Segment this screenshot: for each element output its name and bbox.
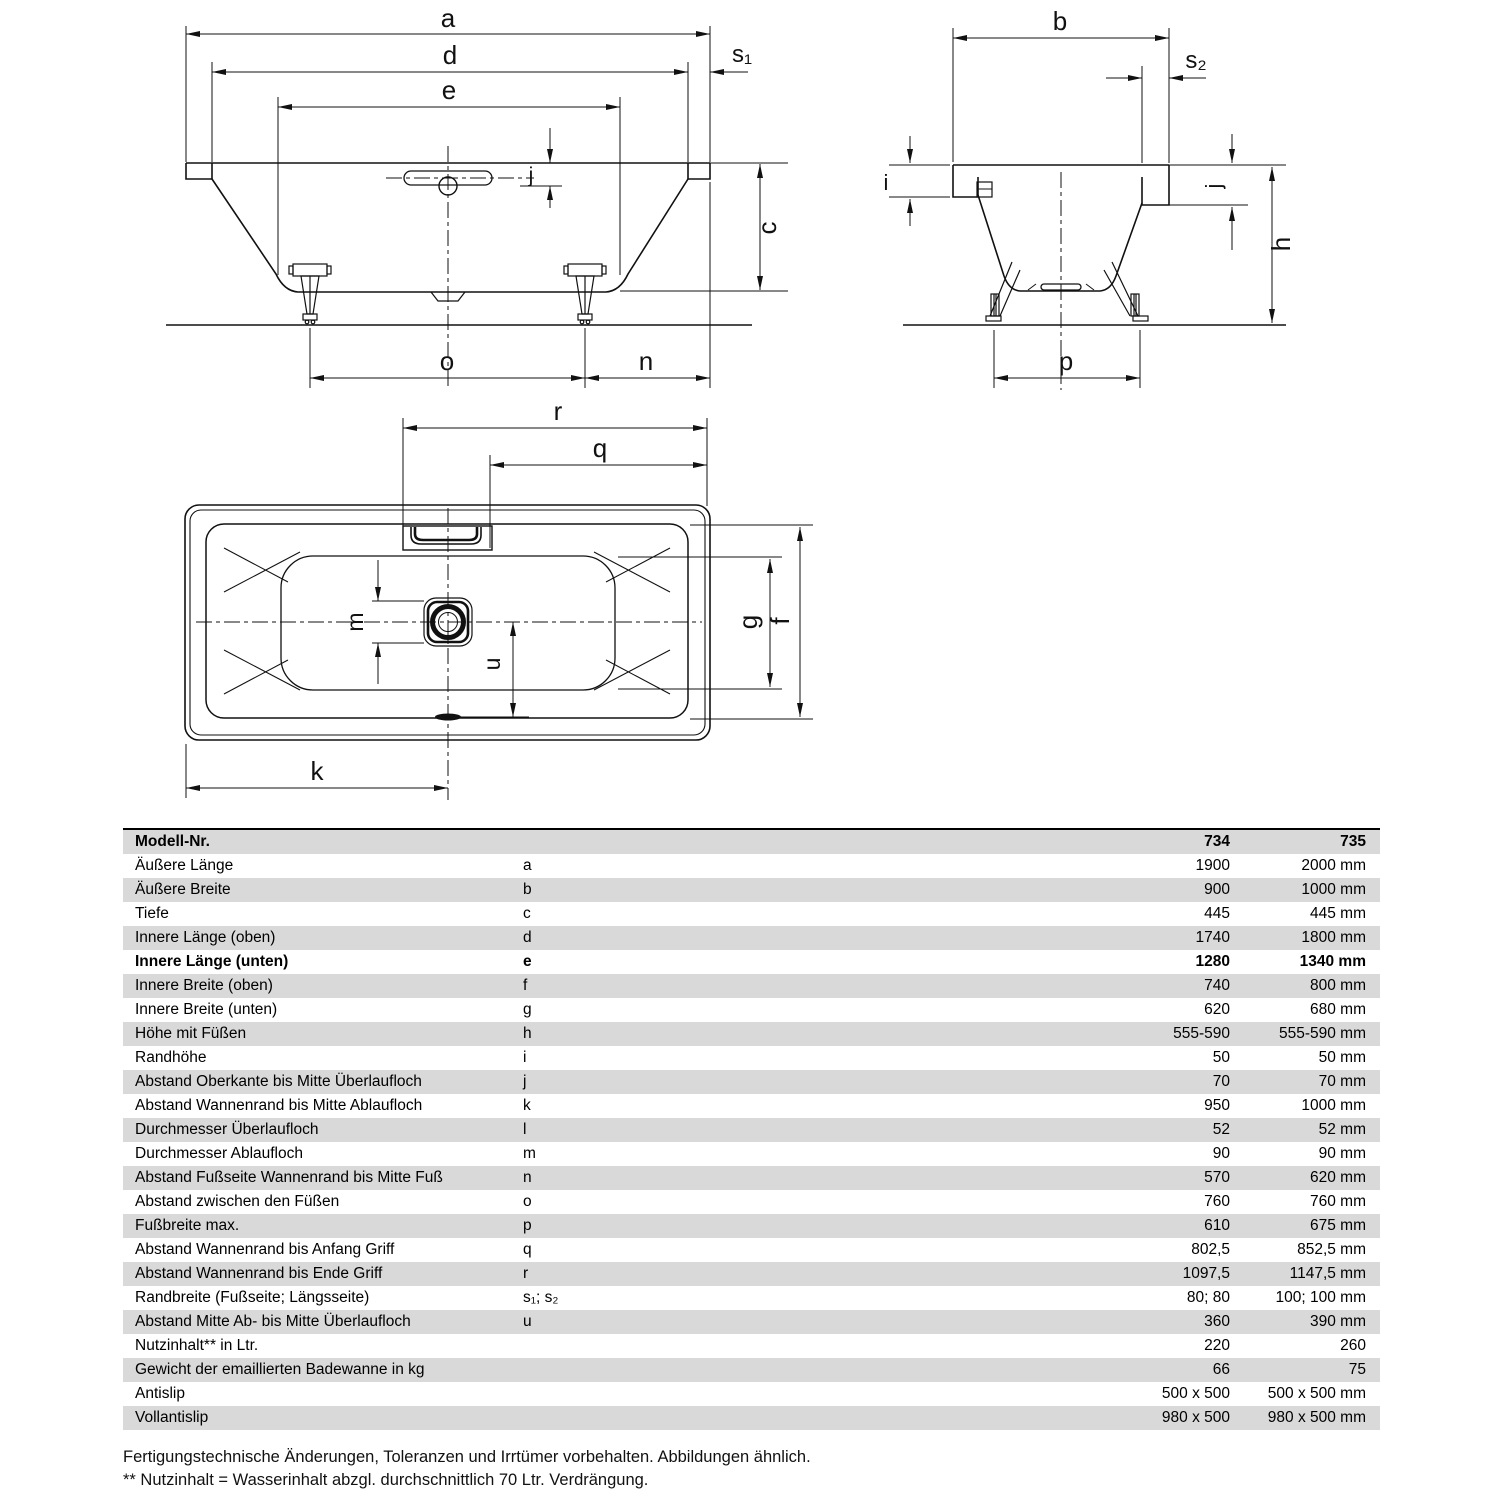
footer-note-1: Fertigungstechnische Änderungen, Toleranzen und Irrtümer vorbehalten. Abbildungen ähnlich. — [123, 1448, 811, 1466]
dim-label-f: f — [765, 617, 795, 625]
row-value-735: 390 mm — [1310, 1313, 1366, 1330]
row-value-734: 50 — [1212, 1049, 1230, 1066]
row-symbol: f — [523, 977, 528, 994]
row-value-734: 66 — [1212, 1361, 1230, 1378]
table-row — [123, 1214, 1380, 1238]
row-value-734: 802,5 — [1191, 1241, 1230, 1258]
row-value-735: 1000 mm — [1301, 881, 1366, 898]
row-value-734: 500 x 500 — [1161, 1385, 1230, 1402]
row-value-734: 1097,5 — [1182, 1265, 1230, 1282]
dim-label-b: b — [1052, 6, 1068, 36]
footer-note-2: ** Nutzinhalt = Wasserinhalt abzgl. durchschnittlich 70 Ltr. Verdrängung. — [123, 1471, 649, 1489]
row-label: Abstand Wannenrand bis Mitte Ablaufloch — [135, 1097, 423, 1114]
row-value-735: 760 mm — [1310, 1193, 1366, 1210]
row-symbol: g — [523, 1001, 532, 1018]
dim-label-m: m — [342, 612, 368, 632]
table-row — [123, 1286, 1380, 1310]
row-symbol: i — [523, 1049, 527, 1066]
end-view-drawing — [884, 6, 1296, 390]
dim-label-h: h — [1266, 236, 1296, 252]
row-label: Abstand Mitte Ab- bis Mitte Überlaufloch — [135, 1313, 411, 1330]
row-value-734: 90 — [1212, 1145, 1230, 1162]
row-symbol: l — [523, 1121, 527, 1138]
row-symbol: h — [523, 1025, 532, 1042]
row-value-734: 620 — [1204, 1001, 1230, 1018]
row-value-735: 1800 mm — [1301, 929, 1366, 946]
row-value-735: 52 mm — [1318, 1121, 1366, 1138]
row-value-735: 852,5 mm — [1297, 1241, 1366, 1258]
row-value-735: 75 — [1348, 1361, 1366, 1378]
row-symbol: n — [523, 1169, 532, 1186]
row-value-734: 360 — [1204, 1313, 1230, 1330]
row-value-735: 50 mm — [1318, 1049, 1366, 1066]
table-row — [123, 1310, 1380, 1334]
table-row — [123, 1190, 1380, 1214]
row-value-735: 1000 mm — [1301, 1097, 1366, 1114]
row-value-735: 2000 mm — [1301, 857, 1366, 874]
row-value-735: 680 mm — [1310, 1001, 1366, 1018]
row-label: Abstand Oberkante bis Mitte Überlaufloch — [135, 1073, 422, 1090]
row-label: Tiefe — [135, 905, 169, 922]
row-value-734: 52 — [1212, 1121, 1230, 1138]
row-value-735: 70 mm — [1318, 1073, 1366, 1090]
row-symbol: p — [523, 1217, 532, 1234]
row-label: Innere Breite (unten) — [135, 1001, 278, 1018]
row-value-735: 1147,5 mm — [1289, 1265, 1366, 1282]
row-label: Abstand Wannenrand bis Anfang Griff — [135, 1241, 395, 1258]
spec-table — [123, 828, 1380, 1430]
row-value-734: 555-590 — [1173, 1025, 1230, 1042]
row-value-735: 445 mm — [1310, 905, 1366, 922]
row-value-735: 1340 mm — [1299, 953, 1366, 970]
table-row — [123, 1358, 1380, 1382]
table-row — [123, 854, 1380, 878]
row-label: Vollantislip — [135, 1409, 209, 1426]
dim-label-r: r — [553, 396, 563, 426]
dim-label-g: g — [733, 614, 763, 630]
dim-label-j-side: j — [528, 164, 534, 187]
table-row — [123, 1046, 1380, 1070]
dim-label-s1: s₁ — [731, 41, 753, 68]
row-label: Innere Länge (oben) — [135, 929, 276, 946]
dim-label-q: q — [592, 433, 608, 463]
dim-label-d: d — [442, 40, 458, 70]
table-row — [123, 902, 1380, 926]
row-label: Äußere Länge — [135, 857, 234, 874]
row-value-735: 555-590 mm — [1278, 1025, 1366, 1042]
row-value-734: 80; 80 — [1186, 1289, 1230, 1306]
dim-label-p: p — [1058, 346, 1074, 376]
row-label: Randhöhe — [135, 1049, 207, 1066]
dim-label-u: u — [479, 657, 505, 671]
dim-label-j-end: j — [1201, 183, 1226, 189]
row-value-734: 760 — [1204, 1193, 1230, 1210]
table-row — [123, 950, 1380, 974]
row-value-734: 220 — [1204, 1337, 1230, 1354]
row-label: Gewicht der emaillierten Badewanne in kg — [135, 1361, 425, 1378]
row-symbol: a — [523, 857, 532, 874]
table-row — [123, 974, 1380, 998]
row-value-734: 570 — [1204, 1169, 1230, 1186]
row-value-734: 610 — [1204, 1217, 1230, 1234]
dim-label-k: k — [310, 756, 324, 786]
row-value-735: 90 mm — [1318, 1145, 1366, 1162]
row-symbol: c — [523, 905, 531, 922]
row-symbol: u — [523, 1313, 532, 1330]
row-value-734: 980 x 500 — [1161, 1409, 1230, 1426]
dim-label-s2: s₂ — [1185, 47, 1207, 74]
table-row — [123, 926, 1380, 950]
side-view-drawing — [166, 3, 788, 390]
row-symbol: k — [523, 1097, 531, 1114]
footer-notes — [123, 1446, 811, 1492]
row-label: Randbreite (Fußseite; Längsseite) — [135, 1289, 370, 1306]
table-row — [123, 878, 1380, 902]
row-value-734: 70 — [1212, 1073, 1230, 1090]
row-value-734: 950 — [1204, 1097, 1230, 1114]
table-row — [123, 1094, 1380, 1118]
row-symbol: m — [523, 1145, 536, 1162]
dim-label-a: a — [440, 3, 456, 33]
table-row — [123, 1142, 1380, 1166]
table-row — [123, 1070, 1380, 1094]
row-label: Antislip — [135, 1385, 185, 1402]
row-symbol: d — [523, 929, 532, 946]
row-symbol: q — [523, 1241, 532, 1258]
header-col-734: 734 — [1204, 833, 1230, 850]
dim-label-o: o — [439, 346, 455, 376]
row-symbol: o — [523, 1193, 532, 1210]
row-symbol: b — [523, 881, 532, 898]
row-symbol: j — [523, 1073, 527, 1090]
plan-view-drawing — [185, 396, 813, 800]
table-row — [123, 1166, 1380, 1190]
table-row — [123, 1238, 1380, 1262]
row-value-734: 1740 — [1195, 929, 1230, 946]
table-header-row — [123, 830, 1380, 854]
row-symbol: e — [523, 953, 532, 970]
table-row — [123, 998, 1380, 1022]
row-label: Durchmesser Ablaufloch — [135, 1145, 303, 1162]
table-row — [123, 1334, 1380, 1358]
row-value-735: 500 x 500 mm — [1267, 1385, 1366, 1402]
row-symbol: s₁; s₂ — [523, 1289, 559, 1306]
row-value-734: 740 — [1204, 977, 1230, 994]
row-value-734: 1900 — [1195, 857, 1230, 874]
row-label: Abstand Wannenrand bis Ende Griff — [135, 1265, 383, 1282]
table-row — [123, 1406, 1380, 1430]
header-label: Modell-Nr. — [135, 833, 210, 850]
row-value-735: 100; 100 mm — [1275, 1289, 1366, 1306]
row-value-735: 260 — [1340, 1337, 1366, 1354]
dim-label-e: e — [441, 75, 457, 105]
table-row — [123, 1118, 1380, 1142]
row-label: Innere Breite (oben) — [135, 977, 273, 994]
row-label: Äußere Breite — [135, 881, 231, 898]
row-label: Innere Länge (unten) — [135, 953, 289, 970]
row-value-735: 800 mm — [1310, 977, 1366, 994]
header-col-735: 735 — [1340, 833, 1366, 850]
row-value-734: 1280 — [1195, 953, 1230, 970]
table-row — [123, 1382, 1380, 1406]
row-value-735: 980 x 500 mm — [1267, 1409, 1366, 1426]
row-label: Höhe mit Füßen — [135, 1025, 247, 1042]
row-value-734: 900 — [1204, 881, 1230, 898]
row-value-734: 445 — [1204, 905, 1230, 922]
dim-label-i: i — [883, 170, 889, 195]
row-label: Abstand Fußseite Wannenrand bis Mitte Fuß — [135, 1169, 443, 1186]
row-label: Abstand zwischen den Füßen — [135, 1193, 340, 1210]
row-label: Durchmesser Überlaufloch — [135, 1121, 319, 1138]
table-row — [123, 1022, 1380, 1046]
dim-label-n: n — [638, 346, 654, 376]
row-label: Fußbreite max. — [135, 1217, 240, 1234]
row-value-735: 620 mm — [1310, 1169, 1366, 1186]
table-row — [123, 1262, 1380, 1286]
dim-label-c: c — [752, 221, 782, 235]
row-label: Nutzinhalt** in Ltr. — [135, 1337, 259, 1354]
row-symbol: r — [523, 1265, 529, 1282]
row-value-735: 675 mm — [1310, 1217, 1366, 1234]
